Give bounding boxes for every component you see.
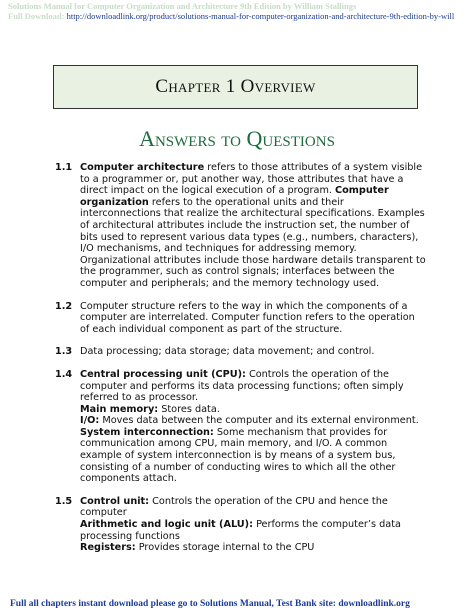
- definition-text: Some mechanism that provides for communication among CPU, main memory, and I/O. A common example of system interconnection is by means of a system bus, consisting of a number of conducting wires to which all the other components attach.: [80, 426, 396, 485]
- chapter-title: Chapter 1 Overview: [155, 76, 316, 97]
- definition-system-interconnection: [80, 427, 427, 485]
- watermark-title: Solutions Manual for Computer Organization and Architecture 9th Edition by William Stallings: [8, 1, 357, 11]
- question-1-4: [55, 369, 427, 485]
- definition-io: [80, 415, 427, 427]
- question-number: 1.2: [55, 300, 73, 312]
- answer-text: [80, 369, 427, 485]
- question-1-1: [55, 162, 427, 290]
- term: I/O:: [80, 415, 100, 427]
- question-number: 1.3: [55, 346, 73, 358]
- question-number: 1.5: [55, 495, 73, 507]
- definition-text: Stores data.: [158, 403, 220, 415]
- term-computer-organization: Computer organization: [80, 185, 389, 208]
- term: Central processing unit (CPU):: [80, 368, 246, 380]
- answer-text: [80, 496, 427, 554]
- answers-list: [55, 162, 427, 565]
- definition-text: refers to the operational units and their interconnections that realize the architectural specifications. Examples of architectural attributes include the instruction set, the number of bits used to represent various data types (e.g., numbers, characters), I/O mechanisms, and techniques for addressing memory. Organizational attributes include those hardware details transparent to the programmer, such as control signals; interfaces between the computer and peripherals; and the memory technology used.: [80, 196, 426, 289]
- question-1-5: [55, 496, 427, 554]
- term: Registers:: [80, 542, 136, 554]
- term: Arithmetic and logic unit (ALU):: [80, 519, 253, 531]
- term: Control unit:: [80, 495, 150, 507]
- definition-cpu: [80, 369, 427, 404]
- definition-text: refers to those attributes of a system visible to a programmer or, put another way, those attributes that have a direct impact on the logical execution of a program.: [80, 162, 423, 197]
- answer-text: [80, 162, 427, 290]
- footer-download-notice[interactable]: Full all chapters instant download please go to Solutions Manual, Test Bank site: downloadlink.org: [10, 599, 410, 609]
- question-1-2: [55, 301, 427, 336]
- term-computer-architecture: Computer architecture: [80, 162, 205, 173]
- term: Main memory:: [80, 403, 159, 415]
- download-label: Full Download:: [8, 11, 67, 21]
- download-link[interactable]: http://downloadlink.org/product/solutions-manual-for-computer-organization-and-architecture-9th-edition-by-will: [66, 11, 455, 21]
- definition-main-memory: [80, 404, 427, 416]
- term: System interconnection:: [80, 426, 214, 438]
- definition-text: Moves data between the computer and its external environment.: [99, 415, 419, 427]
- definition-text: Performs the computer’s data processing functions: [80, 519, 401, 542]
- definition-alu: [80, 519, 427, 542]
- answer-text: Computer structure refers to the way in which the components of a computer are interrelated. Computer function refers to the operation of each individual component as part of the structure.: [80, 300, 415, 335]
- question-number: 1.4: [55, 368, 73, 380]
- question-1-3: [55, 346, 427, 358]
- definition-text: Controls the operation of the CPU and hence the computer: [80, 495, 388, 519]
- answer-text: Data processing; data storage; data movement; and control.: [80, 346, 375, 358]
- watermark-download: [8, 11, 454, 21]
- question-number: 1.1: [55, 162, 73, 173]
- definition-text: Provides storage internal to the CPU: [135, 542, 315, 554]
- definition-control-unit: [80, 496, 427, 519]
- chapter-header-box: [53, 65, 418, 109]
- definition-text: Controls the operation of the computer and performs its data processing functions; often simply referred to as processor.: [80, 368, 404, 404]
- section-title: Answers to Questions: [139, 126, 335, 151]
- definition-registers: [80, 542, 427, 554]
